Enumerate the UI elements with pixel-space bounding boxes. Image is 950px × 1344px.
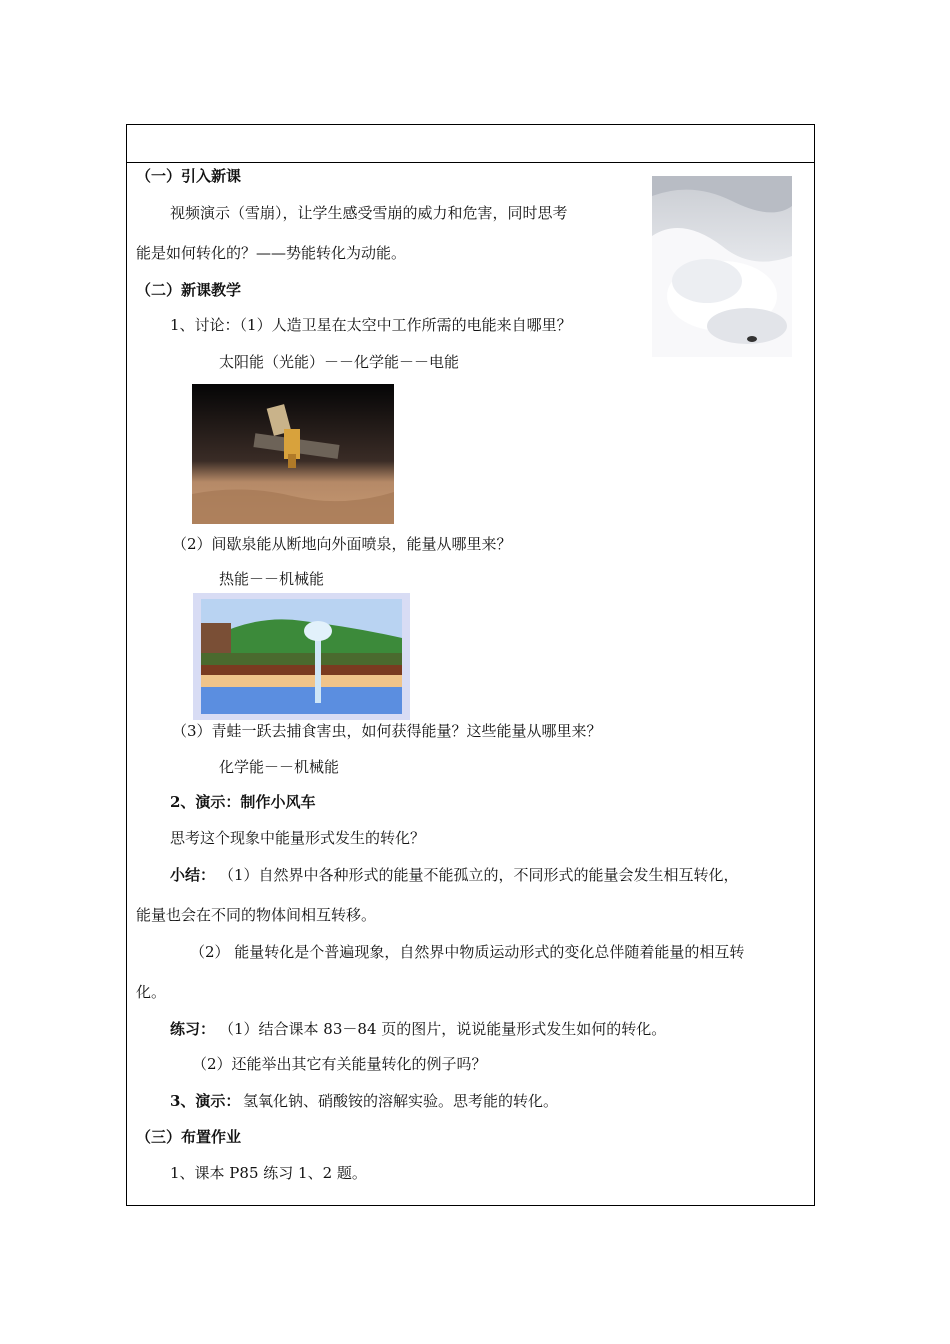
summary-point-2-line2: 化。 [136,983,167,1001]
demo-dissolution-text: 氢氧化钠、硝酸铵的溶解实验。思考能的转化。 [243,1092,559,1110]
intro-text-line1: 视频演示（雪崩），让学生感受雪崩的威力和危害，同时思考 [170,204,568,222]
demo-windmill-title: 2、演示：制作小风车 [170,793,316,811]
discussion-question-2: （2）间歇泉能从断地向外面喷泉，能量从哪里来？ [172,535,512,553]
section-heading-intro: （一）引入新课 [136,167,242,185]
intro-text-line2: 能是如何转化的？——势能转化为动能。 [136,244,407,262]
summary-label: 小结： [170,866,216,884]
table-header-row [126,124,815,163]
avalanche-image [652,176,792,357]
discussion-answer-2: 热能－－机械能 [219,570,325,588]
summary-point-2-line1: （2） 能量转化是个普遍现象，自然界中物质运动形式的变化总伴随着能量的相互转 [190,943,745,961]
practice-item-2: （2）还能举出其它有关能量转化的例子吗？ [192,1055,487,1073]
discussion-answer-1: 太阳能（光能）－－化学能－－电能 [219,353,460,371]
practice-item-1: （1）结合课本 83－84 页的图片，说说能量形式发生如何的转化。 [219,1020,667,1038]
summary-point-1-line2: 能量也会在不同的物体间相互转移。 [136,906,377,924]
demo-dissolution-label: 3、演示： [170,1092,241,1110]
homework-item-1: 1、课本 P85 练习 1、2 题。 [170,1164,367,1182]
satellite-image [192,384,394,524]
discussion-answer-3: 化学能－－机械能 [219,758,340,776]
demo-windmill-question: 思考这个现象中能量形式发生的转化？ [170,829,426,847]
section-heading-new-lesson: （二）新课教学 [136,281,242,299]
discussion-question-1: 1、讨论：（1）人造卫星在太空中工作所需的电能来自哪里？ [170,316,572,334]
summary-point-1-line1: （1）自然界中各种形式的能量不能孤立的，不同形式的能量会发生相互转化， [219,866,739,884]
section-heading-homework: （三）布置作业 [136,1128,242,1146]
discussion-question-3: （3）青蛙一跃去捕食害虫，如何获得能量？这些能量从哪里来？ [172,722,602,740]
practice-label: 练习： [170,1020,216,1038]
geyser-image [193,593,410,720]
